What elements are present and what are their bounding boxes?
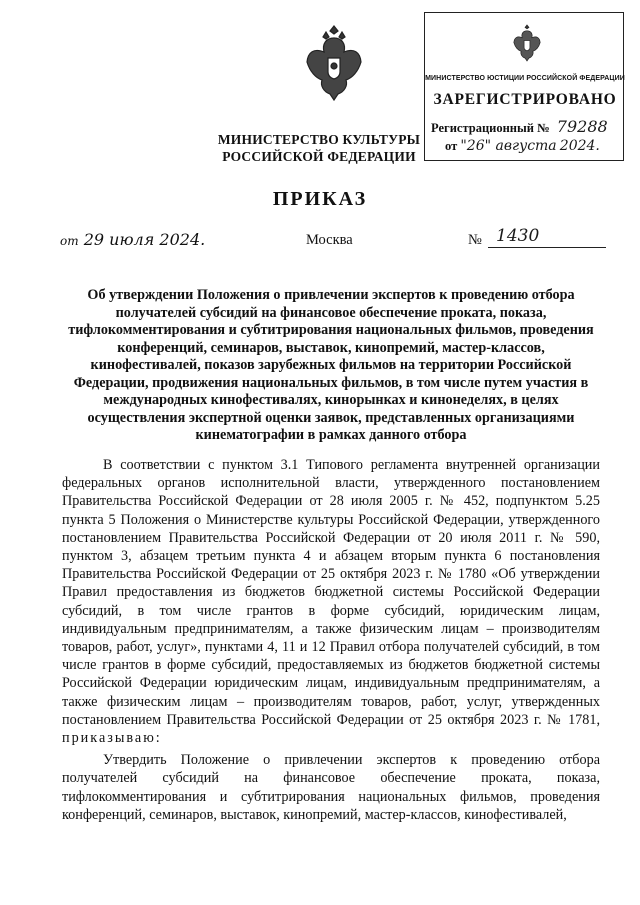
order-number bbox=[468, 228, 608, 248]
order-word: приказываю: bbox=[62, 730, 162, 747]
order-number-label: № bbox=[468, 232, 482, 248]
stamp-date-prefix: от bbox=[445, 139, 458, 153]
order-number-underline bbox=[488, 247, 606, 248]
stamp-status: ЗАРЕГИСТРИРОВАНО bbox=[433, 91, 617, 108]
ministry-line-1: МИНИСТЕРСТВО КУЛЬТУРЫ bbox=[217, 132, 421, 147]
order-subject: Об утверждении Положения о привлечении экспертов к проведению отбора получателей субсидий на финансовое обеспечение проката, показа, тифлокомментирования и субтитрирования национальных фильмов, проведения конференций, семинаров, выставок, кинопремий, мастер-классов, кинофестивалей, показов зарубежных фильмов на территории Российской Федерации, продвижения национальных фильмов, в том числе путем участия в международных кинофестивалях, кинорынках и кинонеделях, в целях осуществления экспертной оценки заявок, представленных организациями кинематографии в рамках данного отбора bbox=[68, 287, 594, 443]
order-body bbox=[62, 456, 600, 824]
order-date bbox=[60, 230, 205, 249]
order-date-handwritten: 29 июля 2024. bbox=[83, 230, 206, 249]
stamp-date-line bbox=[445, 138, 600, 154]
document-title: ПРИКАЗ bbox=[272, 188, 368, 210]
stamp-year: 2024. bbox=[559, 138, 600, 154]
ministry-name bbox=[215, 131, 423, 165]
stamp-date-handwritten: "26" августа bbox=[460, 138, 557, 154]
stamp-reg-number: 79288 bbox=[556, 117, 608, 136]
registration-stamp bbox=[424, 12, 624, 161]
order-city: Москва bbox=[306, 232, 353, 248]
coat-of-arms-icon bbox=[511, 23, 543, 63]
body-paragraph-2: Утвердить Положение о привлечении экспертов к проведению отбора получателей субсидий на финансовое обеспечение проката, показа, тифлокомментирования и субтитрирования национальных фильмов, проведения конференций, семинаров, выставок, кинопремий, мастер-классов, кинофестивалей, bbox=[62, 752, 600, 823]
stamp-registration-line bbox=[431, 117, 608, 136]
order-number-handwritten: 1430 bbox=[496, 226, 540, 246]
coat-of-arms-icon bbox=[304, 22, 364, 104]
body-paragraph-1 bbox=[62, 456, 600, 747]
stamp-reg-label: Регистрационный № bbox=[431, 121, 550, 135]
ministry-line-2: РОССИЙСКОЙ ФЕДЕРАЦИИ bbox=[222, 149, 416, 164]
paragraph-1-text: В соответствии с пунктом 3.1 Типового регламента внутренней организации федеральных органов исполнительной власти, утвержденного постановлением Правительства Российской Федерации от 28 июля 2005 г. № 452, подпунктом 5.25 пункта 5 Положения о Министерстве культуры Российской Федерации, утвержденного постановлением Правительства Российской Федерации от 20 июля 2011 г. № 590, пунктом 3, абзацем третьим пункта 4 и абзацем вторым пункта 6 постановления Правительства Российской Федерации от 25 октября 2023 г. № 1780 «Об утверждении Правил предоставления из бюджетов бюджетной системы Российской Федерации субсидий, в том числе грантов в форме субсидий, юридическим лицам, индивидуальным предпринимателям, а также физическим лицам – производителям товаров, работ, услуг», пунктами 4, 11 и 12 Правил отбора получателей субсидий, в том числе грантов в форме субсидий, предоставляемых из бюджетов бюджетной системы Российской Федерации юридическим лицам, индивидуальным предпринимателям, а также физическим лицам – производителям товаров, работ, услуг, утвержденных постановлением Правительства Российской Федерации от 25 октября 2023 г. № 1781, bbox=[62, 457, 600, 728]
stamp-ministry: МИНИСТЕРСТВО ЮСТИЦИИ РОССИЙСКОЙ ФЕДЕРАЦИИ bbox=[425, 75, 625, 82]
order-date-prefix: от bbox=[60, 234, 79, 248]
